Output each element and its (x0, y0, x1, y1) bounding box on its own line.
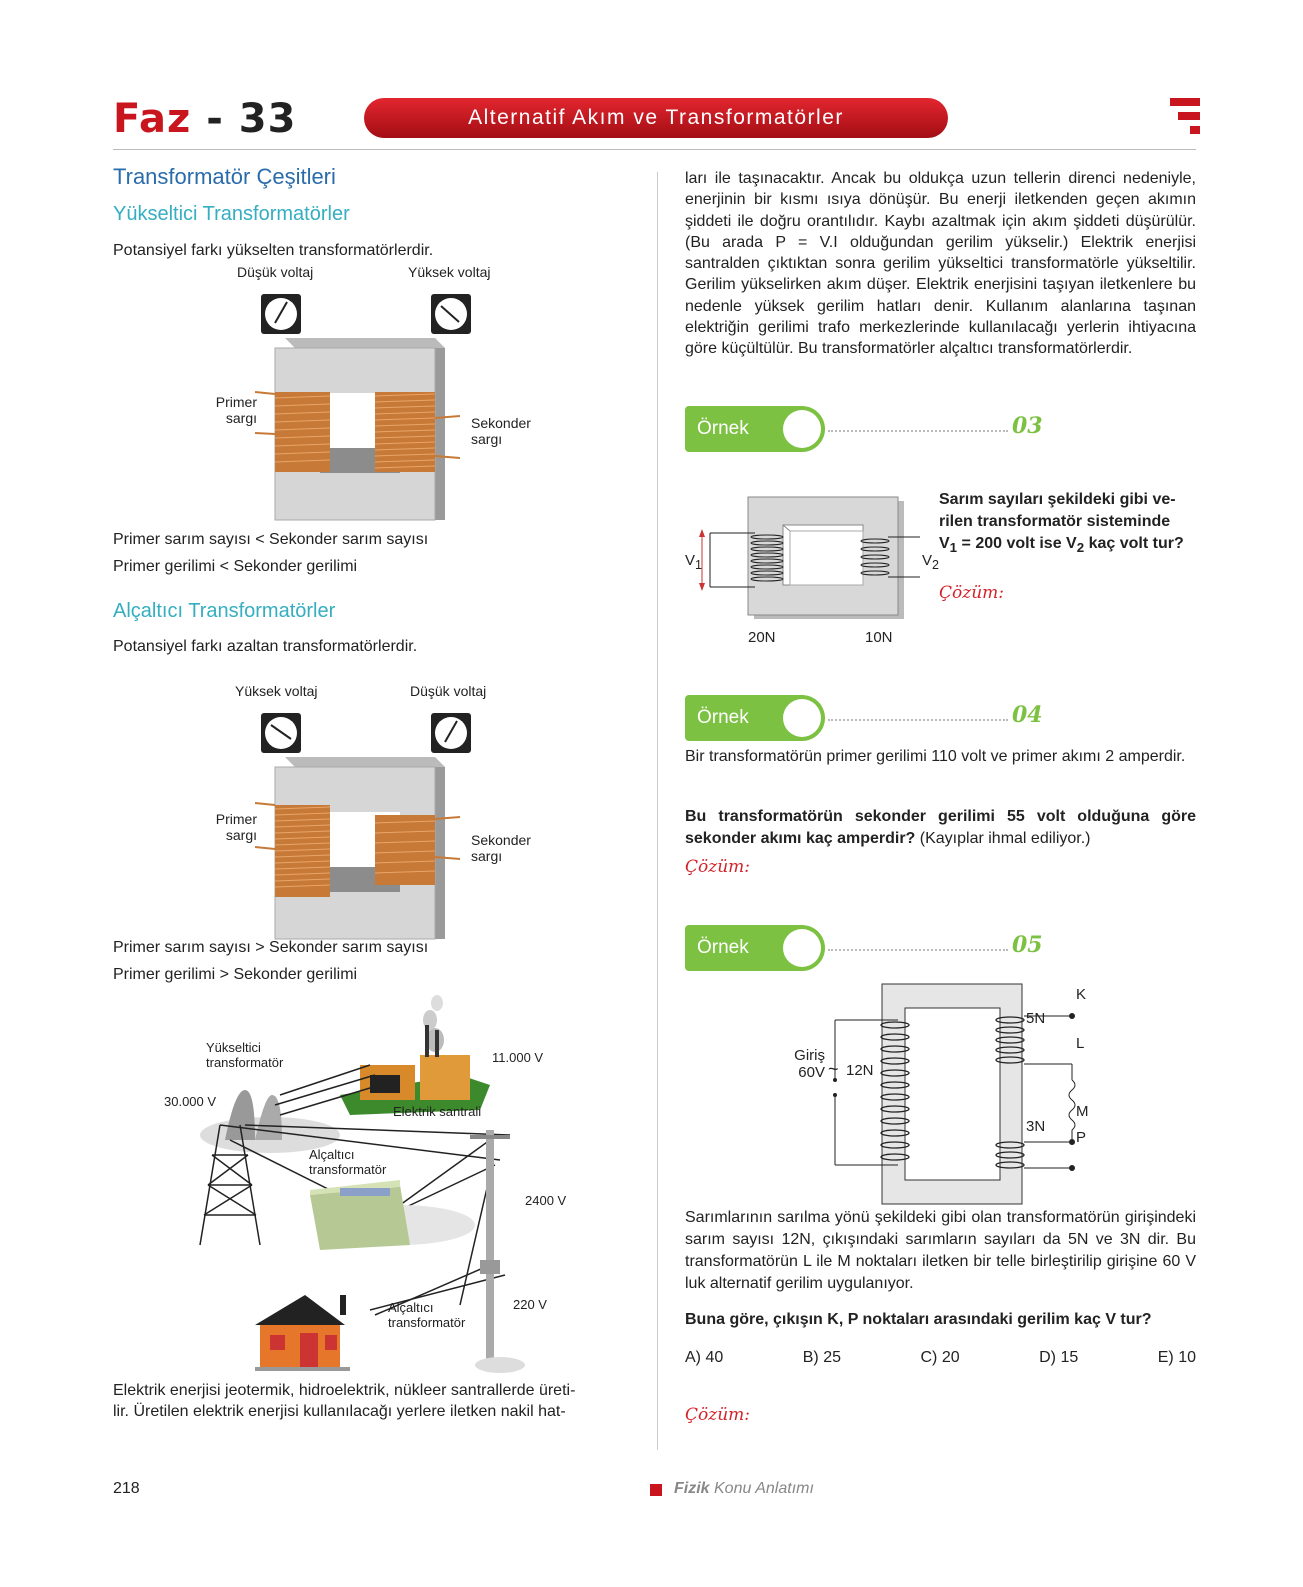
corner-mark-icon (1170, 98, 1200, 138)
step-up-primary-label: Primer sargı (215, 394, 257, 426)
ornek-03-badge: Örnek (685, 406, 825, 452)
grid-mid-voltage: 2400 V (525, 1193, 567, 1208)
ex05-n-in: 12N (846, 1062, 874, 1079)
grid-low-voltage: 220 V (513, 1297, 547, 1312)
option-d[interactable]: D) 15 (1039, 1349, 1079, 1366)
speech-bubble-icon (783, 410, 821, 448)
header-rule (113, 149, 1196, 150)
ornek-03-number: 03 (1012, 413, 1043, 439)
ornek-03-dots (828, 430, 1008, 432)
ex05-question: Buna göre, çıkışın K, P noktaları arasındaki gerilim kaç V tur? (685, 1311, 1152, 1328)
book-title: Fizik Konu Anlatımı (674, 1480, 814, 1497)
ornek-05-badge: Örnek (685, 925, 825, 971)
ex05-text: Sarımlarının sarılma yönü şekildeki gibi olan transformatörün girişindeki sarım sayısı 12N, çıkışındaki sarımların sayıları da 5N ve 3N dir. Bu transformatörün L ile M noktaları iletken bir telle birleştirilip girişine 60 V luk alternatif gerilim uygulanıyor. (685, 1209, 1196, 1292)
step-down-secondary-label: Sekonder sargı (471, 832, 531, 864)
ex05-point-l: L (1076, 1035, 1085, 1052)
ex03-v1-label: $V_1$ (685, 552, 702, 572)
step-down-desc: Potansiyel farkı azaltan transformatörlerdir. (113, 638, 418, 655)
ornek-05-dots (828, 949, 1008, 951)
ex05-point-p: P (1076, 1129, 1087, 1146)
ex05-cozum: Çözüm: (685, 1405, 750, 1425)
grid-plant-voltage: 11.000 V (492, 1050, 544, 1065)
ex05-options (685, 1347, 1196, 1369)
ex04-text: Bir transformatörün primer gerilimi 110 volt ve primer akımı 2 amperdir. (685, 748, 1186, 765)
ex03-transformer-figure (680, 495, 930, 635)
step-up-heading: Yükseltici Transformatörler (113, 203, 350, 225)
ornek-04-number: 04 (1012, 702, 1043, 728)
step-up-meter-right-label: Yüksek voltaj (408, 264, 491, 280)
option-c[interactable]: C) 20 (920, 1349, 960, 1366)
voltmeter-icon (261, 294, 301, 334)
section-title: Transformatör Çeşitleri (113, 164, 336, 189)
step-down-primary-label: Primer sargı (215, 811, 257, 843)
ex05-point-m: M (1076, 1103, 1089, 1120)
voltmeter-icon (431, 294, 471, 334)
page-number: 218 (113, 1480, 140, 1497)
ex03-question: Sarım sayıları şekildeki gibi ve- rilen transformatör sisteminde $V_1 = 200$ volt ise $V_2$ kaç volt tur? (939, 491, 1184, 556)
ex05-ac-tilde-icon: ~ (828, 1059, 839, 1079)
ex03-v2-label: $V_2$ (922, 552, 939, 572)
ex05-transformer-figure (780, 980, 1100, 1210)
step-down-rule-1: Primer sarım sayısı > Sekonder sarım sayısı (113, 939, 429, 956)
footer-square-icon (650, 1484, 662, 1496)
ex03-n1-label: 20N (748, 629, 776, 646)
ex04-cozum: Çözüm: (685, 857, 750, 877)
step-down-meter-right-label: Düşük voltaj (410, 683, 487, 699)
step-down-heading: Alçaltıcı Transformatörler (113, 600, 336, 622)
chapter-banner: Alternatif Akım ve Transformatörler (364, 98, 948, 138)
continued-paragraph: ları ile taşınacaktır. Ancak bu oldukça uzun tellerin direnci nedeniyle, enerjinin bir kısmı ısıya dönüşür. Bu enerji iletkenden geçen akımın şiddeti ile doğru orantılıdır. Kaybı azaltmak için akım şiddeti düşürülür. (Bu arada P = V.I olduğundan gerilim yükselir.) Elektrik enerjisi santralden çıktıktan sonra gerilim yükseltici transformatörle yükseltilir. Gerilim yükselirken akım düşer. Elektrik enerjisini taşıyan iletkenlere bu nedenle yüksek gerilim hatları denir. Kullanım alanlarına taşınan elektriğin gerilimi trafo merkezlerinde kullanılacağı yerlerin ihtiyacına göre küçültülür. Bu transformatörler alçaltıcı transformatörlerdir. (685, 170, 1196, 358)
ex03-cozum: Çözüm: (939, 583, 1004, 603)
step-up-desc: Potansiyel farkı yükselten transformatörlerdir. (113, 242, 434, 259)
bottom-text-line-2: lir. Üretilen elektrik enerjisi kullanılacağı yerlere iletken nakil hat- (113, 1403, 566, 1420)
grid-high-voltage: 30.000 V (164, 1094, 217, 1109)
ex05-input-label: Giriş 60V (794, 1047, 825, 1081)
grid-pole-label: Alçaltıcı transformatör (388, 1300, 466, 1330)
voltmeter-icon (431, 713, 471, 753)
voltmeter-icon (261, 713, 301, 753)
step-down-meter-left-label: Yüksek voltaj (235, 683, 318, 699)
ex04-question: Bu transformatörün sekonder gerilimi 55 volt olduğuna göre sekonder akımı kaç amperdir? (Kayıplar ihmal ediliyor.) (685, 808, 1196, 847)
option-b[interactable]: B) 25 (802, 1349, 841, 1366)
faz-logo: Faz - 33 (113, 96, 297, 142)
bottom-text-line-1: Elektrik enerjisi jeotermik, hidroelektrik, nükleer santrallerde üreti- (113, 1382, 576, 1399)
speech-bubble-icon (783, 929, 821, 967)
ornek-05-number: 05 (1012, 932, 1043, 958)
step-up-meter-left-label: Düşük voltaj (237, 264, 314, 280)
ex05-n-bottom: 3N (1026, 1118, 1046, 1135)
ornek-04-dots (828, 719, 1008, 721)
option-e[interactable]: E) 10 (1157, 1349, 1196, 1366)
column-divider (657, 172, 658, 1450)
ornek-04-badge: Örnek (685, 695, 825, 741)
step-up-secondary-label: Sekonder sargı (471, 415, 531, 447)
ex05-point-k: K (1076, 986, 1087, 1003)
step-down-rule-2: Primer gerilimi > Sekonder gerilimi (113, 966, 358, 983)
grid-plant-label: Elektrik santrali (393, 1104, 482, 1119)
step-up-rule-2: Primer gerilimi < Sekonder gerilimi (113, 558, 358, 575)
speech-bubble-icon (783, 699, 821, 737)
ex03-n2-label: 10N (865, 629, 893, 646)
grid-step-up-label: Yükseltici transformatör (206, 1040, 284, 1070)
grid-substation-label: Alçaltıcı transformatör (309, 1147, 387, 1177)
step-up-rule-1: Primer sarım sayısı < Sekonder sarım sayısı (113, 531, 429, 548)
ex05-n-top: 5N (1026, 1010, 1046, 1027)
option-a[interactable]: A) 40 (685, 1349, 724, 1366)
